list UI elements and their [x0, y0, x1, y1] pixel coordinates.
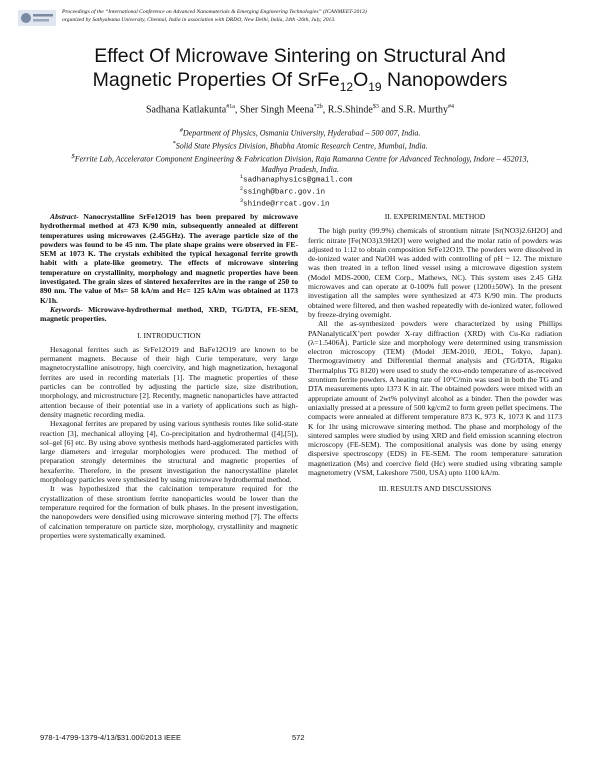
header-line-2: organized by Sathyabama University, Chennai, India in association with DRDO, New Delhi, India, 24th -26th, July, 2013. [62, 17, 336, 23]
paper-title [40, 44, 560, 99]
intro-paragraph: Hexagonal ferrites are prepared by using various synthesis routes like solid-state reaction [3], mechanical alloying [4], Co-precipitation and hydrothermal ([4],[5]), sol–gel [6] etc. By using above synthesis methods hard-agglomerated particles with large diameters and irregular morphologies were produced. The method of preparation strongly determines the structural and magnetic properties of hexaferrite. Therefore, in the present investigation the nanocrystalline platelet morphology particles were synthesized by using microwave hydrothermal method. [40, 419, 298, 485]
experimental-paragraph: All the as-synthesized powders were characterized by using Phillips PANanalyticalX’pert powder X-ray diffraction (XRD) with Cu-Kα radiation (λ=1.5406Å). Particle size and morphology were determined using transmission electron microscopy (TEM) (Model JEM-2010, JEOL, Tokyo, Japan). Thermogravimetry and Differential thermal analysis and (TG/DTA, Rigaku Thermalplus TG 8120) were used to study the exo-endo temperature of as-received strontium ferrite powders. A heating rate of 10°C/min was used in both the TG and DTA measurements upto 1373 K in air. The obtained powders were mixed with an appropriate amount of 2wt% polyvinyl alcohol as a binder. Then the powder was uniaxially pressed at a pressure of 500 kg/cm2 to form green pellet specimens. The compacts were annealed at different temperature 873 K, 973 K, 1073 K and 1173 K for 1hr using microwave sintering method. The phase and morphology of the sintered samples were studied by using XRD and field emission scanning electron microscopy (FE-SEM). The compositional analysis was done by using energy dispersive spectroscopy (EDS) in FE-SEM. The room temperature saturation magnetization (Ms) and coercive field (Hc) were studied using vibrating sample magnetometry (VSM, Lakeshore 7500, USA) upto 1100 kA/m. [308, 319, 562, 478]
experimental-paragraph: The high purity (99.9%) chemicals of strontium nitrate [Sr(NO3)2.6H2O] and ferric nitrate [Fe(NO3)3.9H2O] were weighed and the molar ratio of powders was adjusted to 1:12 to obtain composition SrFe12O19. The powders were dissolved in de-ionized water and NaOH was added with controlling of pH ~ 12. The mixture was then treated in a teflon lined vessel using a microwave digestion system (Model MDS-2000, CEM Corp., Mathews, NC). This system uses 2.45 GHz microwaves and can operate at 0-100% full power (1200±50W). In the present investigation all the samples were synthesized at 473 K/90 min. The products obtained were filtered, and then washed repeatedly with de-ionized water, followed by freeze-drying overnight. [308, 226, 562, 319]
page-number: 572 [292, 733, 305, 742]
author-name: Sadhana Katlakunta [145, 104, 227, 116]
section-heading-experimental: II. EXPERIMENTAL METHOD [384, 212, 486, 221]
author-name: R.S.Shinde [327, 104, 373, 116]
section-heading-results: III. RESULTS AND DISCUSSIONS [378, 484, 492, 494]
abstract: Abstract- Nanocrystalline SrFe12O19 has been prepared by microwave hydrothermal method at 473 K/90 min, subsequently annealed at different temperatures using microwaves (2.45GHz). The average particle size of the powders was found to be 45 nm. The plate shape grains were observed in FE-SEM at 1073 K. The crystals exhibited the typical hexagonal ferrite growth habit with a plate-like geometry. The effects of microwave sintering temperature on crystallinity, morphology and magnetic properties have been investigated. The grain sizes of sintered hexaferrites are in the range of 250 to 890 nm. The value of Ms= 58 kA/m and Hc= 125 kA/m was obtained at 1173 K/1h. [40, 212, 298, 305]
keywords: Keywords- Microwave-hydrothermal method, XRD, TG/DTA, FE-SEM, magnetic properties. [40, 304, 298, 324]
conference-header [14, 8, 554, 24]
intro-paragraph: It was hypothesized that the calcination temperature required for the crystallization of these strontium ferrite nanoparticles would be lower than the temperature required for the formation of bulk phases. In the present investigation, the nanopowders were densified using microwave sintering method [7]. The effects of calcination temperature on particle size, morphology, crystallinity and magnetic properties were systematically examined. [40, 484, 298, 540]
email-2[interactable]: $^2$ssingh@barc.gov.in [240, 186, 326, 197]
author-list: Sadhana Katlakunta$^{\#1a}$, Sher Singh Meena$^{*2b}$, R.S.Shinde$^{\$3}$ and S.R. Murthy$^{\#4}$ [145, 104, 454, 116]
affiliation-3: $Ferrite Lab, Accelerator Component Engineering & Fabrication Division, Raja Ramanna Centre for Advanced Technology, Indore – 452013, Madhya Pradesh, India. [71, 153, 529, 174]
intro-paragraph: Hexagonal ferrites such as SrFe12O19 and BaFe12O19 are known to be permanent magnets. Because of their high Curie temperature, very large magnetocrystalline anisotropy, high coercivity, and high magnetization, hexagonal ferrites are used in recording materials [1]. The magnetic properties of these particles can be controlled by adjusting the particle size, size distribution, morphology, and microstructure [2]. Recently, magnetic nanoparticles have attracted attention because of their potential use in a variety of applications such as high-density magnetic recording media. [40, 344, 298, 419]
author-name: Sher Singh Meena [239, 104, 314, 116]
copyright-notice: 978-1-4799-1379-4/13/$31.00©2013 IEEE [40, 733, 182, 742]
affiliation-1: #Department of Physics, Osmania University, Hyderabad – 500 007, India. [179, 127, 421, 138]
author-name: S.R. Murthy [398, 104, 448, 116]
right-column [308, 212, 562, 499]
affiliation-2: *Solid State Physics Division, Bhabha Atomic Research Centre, Mumbai, India. [172, 140, 428, 151]
left-column [40, 212, 298, 540]
title-line-1: Effect Of Microwave Sintering on Structural And [94, 45, 506, 67]
email-3[interactable]: $^3$shinde@rrcat.gov.in [240, 198, 330, 209]
email-1[interactable]: $^1$sadhanaphysics@gmail.com [240, 174, 353, 185]
header-line-1: Proceedings of the “International Conference on Advanced Nanomaterials & Emerging Engineering Technologies” (ICANMEET-2013) [62, 9, 367, 15]
section-heading-introduction: I. INTRODUCTION [137, 330, 201, 340]
title-line-2: Magnetic Properties Of $SrFe_{12}O_{19}$ Nanopowders [92, 69, 508, 94]
